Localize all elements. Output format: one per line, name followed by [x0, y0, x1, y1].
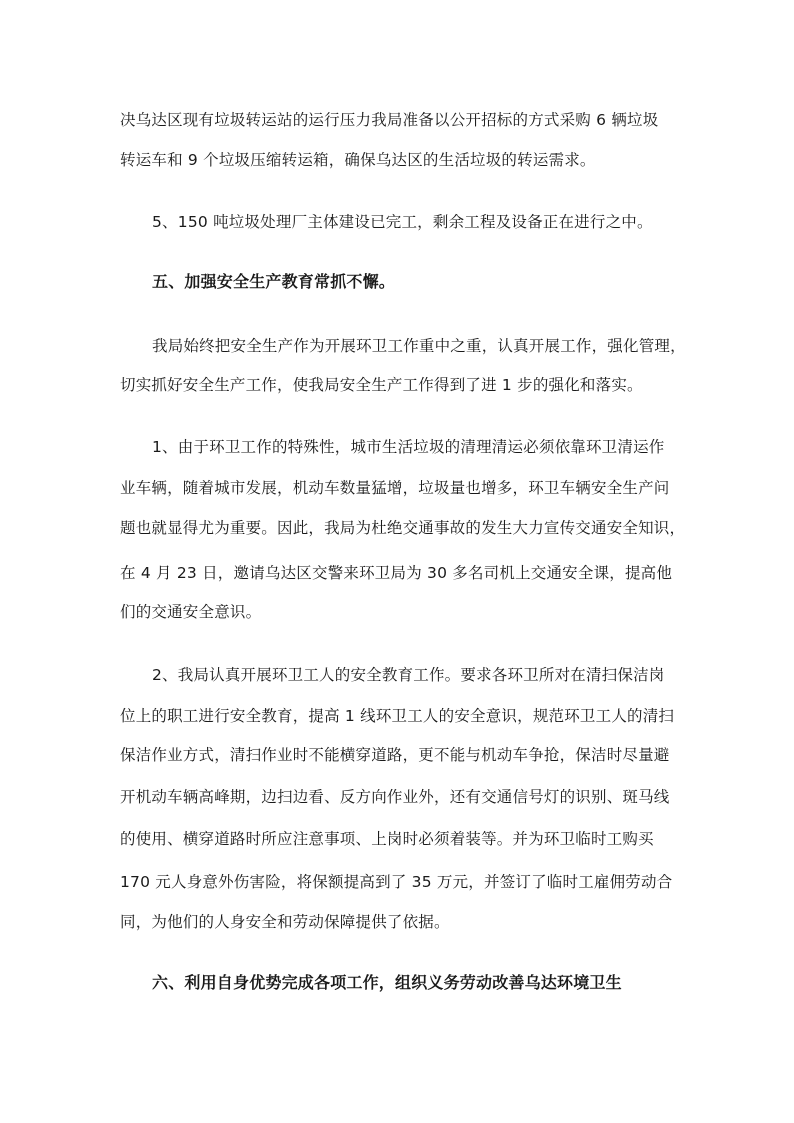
- paragraph-line: 切实抓好安全生产工作，使我局安全生产工作得到了进 1 步的强化和落实。: [120, 376, 643, 394]
- paragraph-line: 保洁作业方式，清扫作业时不能横穿道路，更不能与机动车争抢，保洁时尽量避: [120, 746, 670, 764]
- paragraph-line: 170 元人身意外伤害险，将保额提高到了 35 万元，并签订了临时工雇佣劳动合: [120, 873, 673, 891]
- section-heading-6: 六、利用自身优势完成各项工作，组织义务劳动改善乌达环境卫生: [152, 973, 622, 992]
- paragraph-line: 转运车和 9 个垃圾压缩转运箱，确保乌达区的生活垃圾的转运需求。: [120, 151, 596, 169]
- paragraph-line: 的使用、横穿道路时所应注意事项、上岗时必须着装等。并为环卫临时工购买: [120, 830, 654, 848]
- list-item-1: 1、由于环卫工作的特殊性，城市生活垃圾的清理清运必须依靠环卫清运作: [152, 438, 665, 456]
- paragraph-line: 们的交通安全意识。: [120, 603, 262, 621]
- section-heading-5: 五、加强安全生产教育常抓不懈。: [152, 272, 396, 291]
- paragraph-line: 业车辆，随着城市发展，机动车数量猛增，垃圾量也增多，环卫车辆安全生产问: [120, 479, 670, 497]
- paragraph-line: 在 4 月 23 日，邀请乌达区交警来环卫局为 30 多名司机上交通安全课，提高他: [120, 564, 673, 582]
- paragraph-line: 开机动车辆高峰期，边扫边看、反方向作业外，还有交通信号灯的识别、斑马线: [120, 788, 670, 806]
- paragraph-line: 决乌达区现有垃圾转运站的运行压力我局准备以公开招标的方式采购 6 辆垃圾: [120, 111, 659, 129]
- paragraph-line: 题也就显得尤为重要。因此，我局为杜绝交通事故的发生大力宣传交通安全知识，: [120, 519, 686, 537]
- paragraph-line: 位上的职工进行安全教育，提高 1 线环卫工人的安全意识，规范环卫工人的清扫: [120, 707, 675, 725]
- list-item-2: 2、我局认真开展环卫工人的安全教育工作。要求各环卫所对在清扫保洁岗: [152, 666, 665, 684]
- paragraph-line: 我局始终把安全生产作为开展环卫工作重中之重，认真开展工作，强化管理，: [152, 337, 686, 355]
- paragraph-line: 同，为他们的人身安全和劳动保障提供了依据。: [120, 913, 450, 931]
- list-item-5: 5、150 吨垃圾处理厂主体建设已完工，剩余工程及设备正在进行之中。: [152, 213, 653, 231]
